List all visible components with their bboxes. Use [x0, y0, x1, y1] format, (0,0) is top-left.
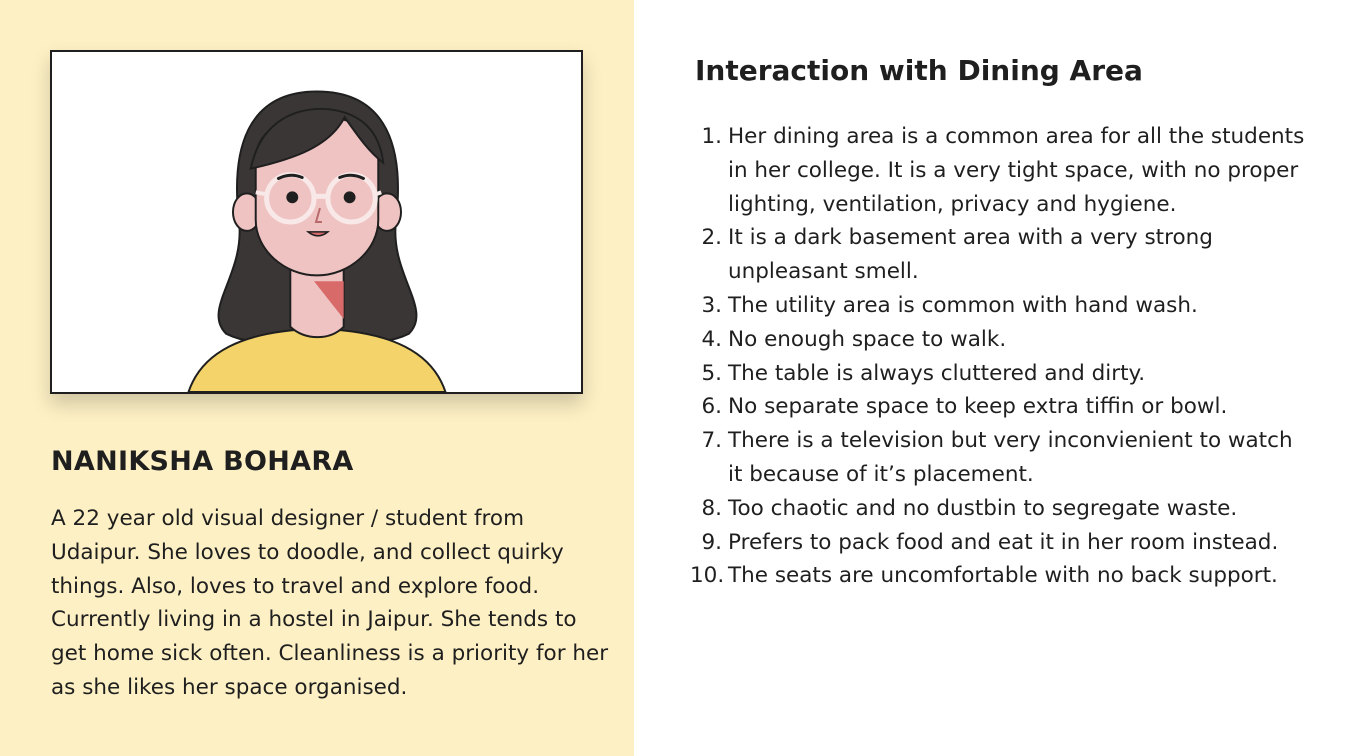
list-number: 1. — [701, 124, 722, 149]
list-number: 7. — [701, 428, 722, 454]
list-text: The seats are uncomfortable with no back support. — [728, 563, 1278, 589]
list-number: 3. — [701, 292, 722, 318]
list-text: No enough space to walk. — [728, 326, 1007, 352]
list-item — [690, 390, 1310, 424]
list-text: The utility area is common with hand wash. — [728, 292, 1198, 318]
avatar — [50, 50, 583, 394]
section-title: Interaction with Dining Area — [695, 54, 1143, 87]
list-number: 9. — [701, 529, 722, 555]
list-text: It is a dark basement area with a very strong unpleasant smell. — [728, 225, 1213, 285]
list-item — [690, 120, 1310, 221]
list-item — [690, 526, 1310, 560]
list-number: 8. — [701, 495, 722, 521]
list-text: Her dining area is a common area for all the students in her college. It is a very tight space, with no proper lighting, ventilation, privacy and hygiene. — [728, 124, 1305, 217]
persona-panel — [0, 0, 634, 756]
list-text: Too chaotic and no dustbin to segregate waste. — [728, 495, 1238, 521]
list-text: Prefers to pack food and eat it in her room instead. — [728, 529, 1279, 555]
list-item — [690, 492, 1310, 526]
list-text: The table is always cluttered and dirty. — [728, 360, 1146, 386]
persona-name: NANIKSHA BOHARA — [51, 446, 354, 477]
persona-bio: A 22 year old visual designer / student from Udaipur. She loves to doodle, and collect quirky things. Also, loves to travel and explore food. Currently living in a hostel in Jaipur. She tends to get home sick often. Cleanliness is a priority for her as she likes her space organised. — [51, 506, 609, 700]
list-item — [690, 289, 1310, 323]
list-item — [690, 323, 1310, 357]
list-number: 4. — [701, 326, 722, 352]
list-number: 5. — [701, 360, 722, 386]
dining-observations-list — [690, 120, 1310, 593]
list-text: No separate space to keep extra tiffin or bowl. — [728, 394, 1228, 420]
avatar-illustration — [52, 52, 581, 392]
list-item — [690, 221, 1310, 289]
list-item — [690, 559, 1310, 593]
list-number: 6. — [701, 394, 722, 420]
list-item — [690, 424, 1310, 492]
list-item — [690, 357, 1310, 391]
list-number: 2. — [701, 225, 722, 251]
list-text: There is a television but very inconvienient to watch it because of it’s placement. — [728, 428, 1293, 487]
list-number: 10. — [690, 563, 725, 589]
